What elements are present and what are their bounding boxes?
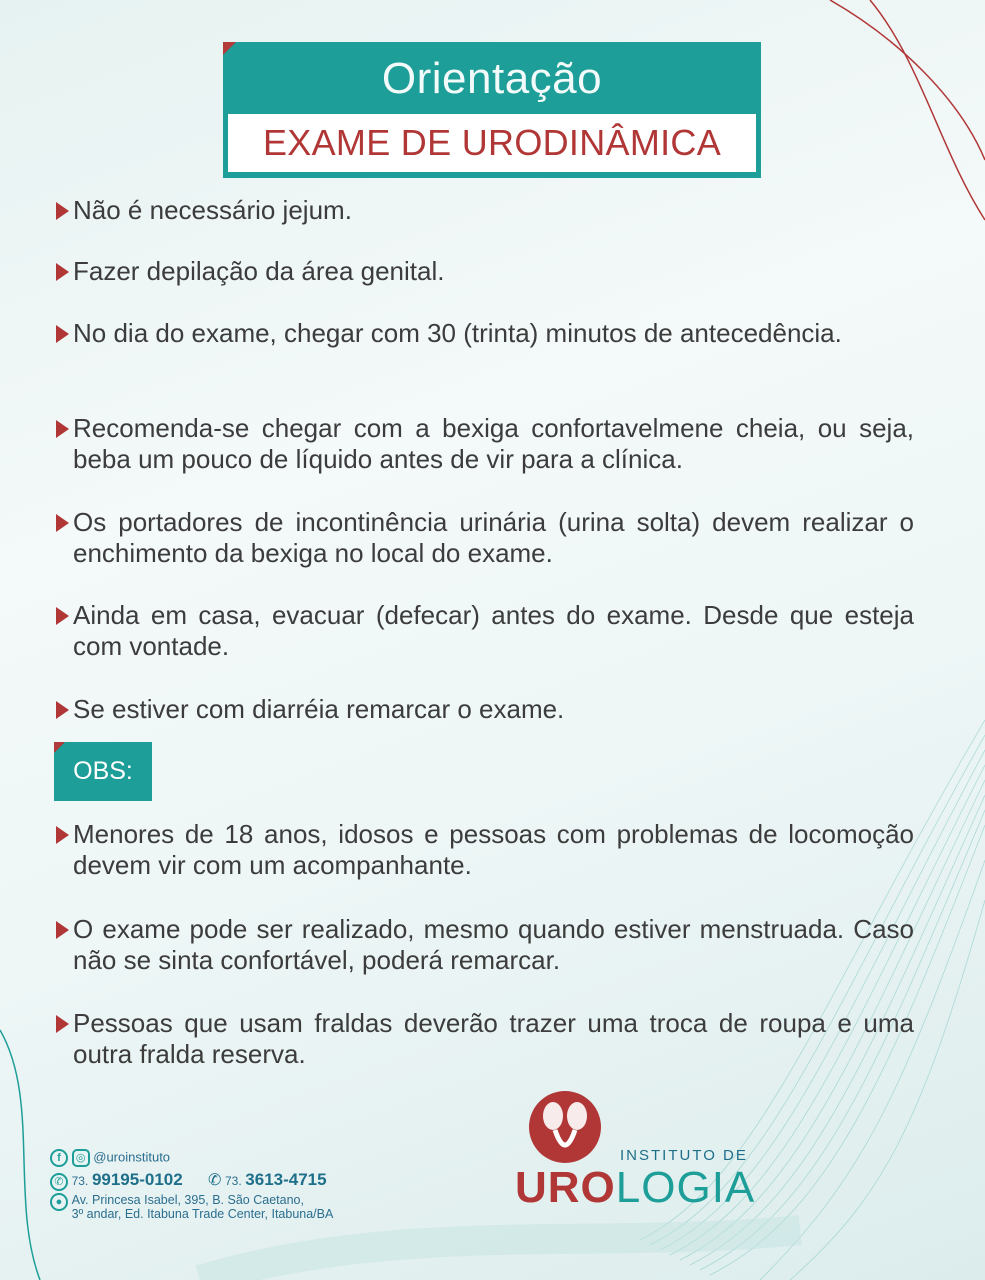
instruction-item [56, 600, 914, 662]
whatsapp-prefix: 73. [71, 1174, 89, 1188]
instruction-item [56, 195, 914, 226]
instruction-text: No dia do exame, chegar com 30 (trinta) minutos de antecedência. [73, 318, 842, 348]
page-title: Orientação [381, 54, 603, 103]
address-row [50, 1193, 333, 1221]
whatsapp-number[interactable]: 99195-0102 [91, 1170, 183, 1189]
location-icon: ● [50, 1193, 68, 1211]
obs-corner [54, 742, 65, 753]
page-subtitle: EXAME DE URODINÂMICA [228, 114, 756, 172]
bullet-arrow-icon [56, 607, 69, 625]
instruction-text: Fazer depilação da área genital. [73, 256, 445, 286]
obs-item [56, 914, 914, 976]
bullet-arrow-icon [56, 921, 69, 939]
bullet-arrow-icon [56, 202, 69, 220]
address-line-1: Av. Princesa Isabel, 395, B. São Caetano, [71, 1193, 304, 1207]
obs-text: Pessoas que usam fraldas deverão trazer uma troca de roupa e uma outra fralda reserva. [73, 1008, 914, 1069]
logo-name-bold: URO [515, 1163, 616, 1212]
bullet-arrow-icon [56, 514, 69, 532]
address-line-2: 3º andar, Ed. Itabuna Trade Center, Itabuna/BA [71, 1207, 334, 1221]
whatsapp-icon: ✆ [50, 1173, 68, 1191]
obs-badge [54, 742, 152, 801]
instruction-item [56, 256, 914, 287]
obs-item [56, 1008, 914, 1070]
header-banner [223, 42, 761, 178]
instruction-text: Os portadores de incontinência urinária (urina solta) devem realizar o enchimento da bexiga no local do exame. [73, 507, 914, 568]
instruction-item [56, 318, 914, 349]
logo-name-rest: LOGIA [615, 1163, 756, 1212]
bullet-arrow-icon [56, 420, 69, 438]
bullet-arrow-icon [56, 263, 69, 281]
instruction-item [56, 694, 914, 725]
obs-item [56, 819, 914, 881]
facebook-icon[interactable]: f [50, 1149, 68, 1167]
phone-prefix: 73. [224, 1174, 242, 1188]
instruction-text: Se estiver com diarréia remarcar o exame. [73, 694, 565, 724]
bullet-arrow-icon [56, 701, 69, 719]
logo-name [515, 1163, 756, 1212]
bullet-arrow-icon [56, 826, 69, 844]
instruction-text: Não é necessário jejum. [73, 195, 352, 225]
obs-text: O exame pode ser realizado, mesmo quando estiver menstruada. Caso não se sinta confortável, poderá remarcar. [73, 914, 914, 975]
kidney-logo-icon [525, 1090, 605, 1165]
social-row [50, 1149, 170, 1167]
obs-label: OBS: [73, 757, 133, 785]
instruction-item [56, 507, 914, 569]
address [72, 1193, 334, 1221]
instruction-text: Ainda em casa, evacuar (defecar) antes do exame. Desde que esteja com vontade. [73, 600, 914, 661]
instruction-text: Recomenda-se chegar com a bexiga confortavelmene cheia, ou seja, beba um pouco de líquido antes de vir para a clínica. [73, 413, 914, 474]
phone-icon: ✆ [207, 1172, 222, 1189]
bullet-arrow-icon [56, 325, 69, 343]
phones-row [50, 1170, 327, 1191]
institute-logo [515, 1090, 765, 1215]
phone-number[interactable]: 3613-4715 [245, 1170, 327, 1189]
instruction-item [56, 413, 914, 475]
obs-text: Menores de 18 anos, idosos e pessoas com problemas de locomoção devem vir com um acompanhante. [73, 819, 914, 880]
bullet-arrow-icon [56, 1015, 69, 1033]
social-handle[interactable]: @uroinstituto [93, 1149, 171, 1165]
logo-subtitle: INSTITUTO DE [620, 1147, 748, 1164]
instagram-icon[interactable]: ◎ [72, 1149, 90, 1167]
